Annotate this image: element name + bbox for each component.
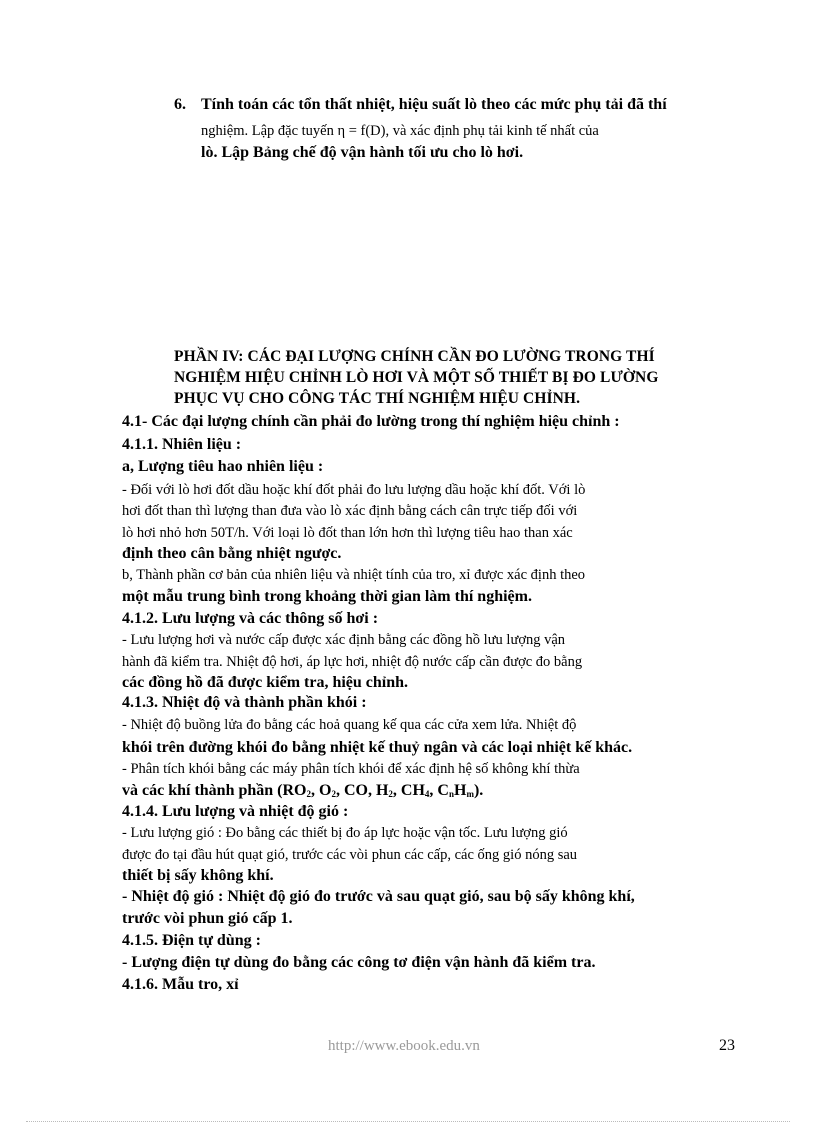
paragraph-steam-line-2: hành đã kiểm tra. Nhiệt độ hơi, áp lực hơi, nhiệt độ nước cấp cần được đo bằng: [122, 654, 583, 670]
page-bottom-divider: [26, 1121, 790, 1122]
paragraph-flue-line-3: - Phân tích khói bằng các máy phân tích khói để xác định hệ số không khí thừa: [122, 761, 580, 777]
paragraph-fuel-line-1: - Đối với lò hơi đốt dầu hoặc khí đốt phải đo lưu lượng dầu hoặc khí đốt. Với lò: [122, 482, 586, 498]
section-4-1-6-heading: 4.1.6. Mẫu tro, xỉ: [122, 976, 239, 993]
section-4-1-3-heading: 4.1.3. Nhiệt độ và thành phần khói :: [122, 694, 367, 711]
footer-url-link[interactable]: http://www.ebook.edu.vn: [328, 1038, 480, 1054]
part-heading-line-3: PHỤC VỤ CHO CÔNG TÁC THÍ NGHIỆM HIỆU CHỈNH.: [174, 390, 581, 407]
item6-line-1: Tính toán các tổn thất nhiệt, hiệu suất lò theo các mức phụ tải đã thí: [201, 96, 667, 113]
list-number: 6.: [174, 96, 186, 113]
subsection-a-heading: a, Lượng tiêu hao nhiên liệu :: [122, 458, 324, 475]
paragraph-composition-line-1: b, Thành phần cơ bản của nhiên liệu và nhiệt tính của tro, xỉ được xác định theo: [122, 567, 586, 583]
paragraph-air-line-2: được đo tại đầu hút quạt gió, trước các vòi phun các cấp, các ống gió nóng sau: [122, 847, 578, 863]
paragraph-steam-line-3: các đồng hồ đã được kiểm tra, hiệu chỉnh.: [122, 674, 409, 691]
paragraph-air-temp-line-1: - Nhiệt độ gió : Nhiệt độ gió đo trước và sau quạt gió, sau bộ sấy không khí,: [122, 888, 635, 905]
paragraph-fuel-line-3: lò hơi nhỏ hơn 50T/h. Với loại lò đốt than lớn hơn thì lượng tiêu hao than xác: [122, 525, 573, 541]
section-4-1-5-heading: 4.1.5. Điện tự dùng :: [122, 932, 261, 949]
paragraph-fuel-line-4: định theo cân bằng nhiệt ngược.: [122, 545, 342, 562]
paragraph-fuel-line-2: hơi đốt than thì lượng than đưa vào lò xác định bằng cách cân trực tiếp đối với: [122, 503, 578, 519]
paragraph-air-line-3: thiết bị sấy không khí.: [122, 867, 274, 884]
paragraph-power-line: - Lượng điện tự dùng đo bằng các công tơ điện vận hành đã kiểm tra.: [122, 954, 596, 971]
paragraph-composition-line-2: một mẫu trung bình trong khoảng thời gian làm thí nghiệm.: [122, 588, 532, 605]
paragraph-flue-line-1: - Nhiệt độ buồng lửa đo bằng các hoả quang kế qua các cửa xem lửa. Nhiệt độ: [122, 717, 577, 733]
part-heading-line-2: NGHIỆM HIỆU CHỈNH LÒ HƠI VÀ MỘT SỐ THIẾT BỊ ĐO LƯỜNG: [174, 369, 659, 386]
paragraph-air-temp-line-2: trước vòi phun gió cấp 1.: [122, 910, 293, 927]
section-4-1-4-heading: 4.1.4. Lưu lượng và nhiệt độ gió :: [122, 803, 349, 820]
page-number: 23: [719, 1037, 735, 1054]
paragraph-flue-gases-line: và các khí thành phần ($RO_2$, $O_2$, CO, $H_2$, $CH_4$, $C_nH_m$).: [122, 782, 484, 799]
item6-line-3: lò. Lập Bảng chế độ vận hành tối ưu cho lò hơi.: [201, 144, 524, 161]
section-4-1-1-heading: 4.1.1. Nhiên liệu :: [122, 436, 242, 453]
paragraph-air-line-1: - Lưu lượng gió : Đo bằng các thiết bị đo áp lực hoặc vận tốc. Lưu lượng gió: [122, 825, 568, 841]
section-4-1-2-heading: 4.1.2. Lưu lượng và các thông số hơi :: [122, 610, 379, 627]
part-heading-line-1: PHẦN IV: CÁC ĐẠI LƯỢNG CHÍNH CẦN ĐO LƯỜNG TRONG THÍ: [174, 348, 655, 365]
item6-line-2: nghiệm. Lập đặc tuyến η = f(D), và xác định phụ tải kinh tế nhất của: [201, 123, 599, 139]
paragraph-flue-line-2: khói trên đường khói đo bằng nhiệt kế thuỷ ngân và các loại nhiệt kế khác.: [122, 739, 633, 756]
paragraph-steam-line-1: - Lưu lượng hơi và nước cấp được xác định bằng các đồng hồ lưu lượng vận: [122, 632, 566, 648]
section-4-1-heading: 4.1- Các đại lượng chính cần phải đo lường trong thí nghiệm hiệu chỉnh :: [122, 413, 620, 430]
